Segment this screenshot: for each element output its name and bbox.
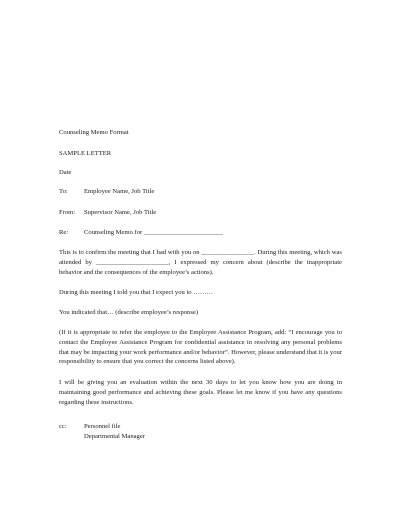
memo-paragraph: (If it is appropriate to refer the employee to the Employee Assistance Program, add: “I encourage you to contact the Employee Assistance Program for confidential assistance in resolving any personal problems that may be impacting your work performance and/or behavior”. However, please understand that it is your responsibility to ensure that you correct the concerns listed above). xyxy=(59,329,342,366)
re-value: Counseling Memo for ________________________ xyxy=(84,229,224,236)
cc-item: Departmental Manager xyxy=(84,433,145,440)
cc-item: Personnel file xyxy=(84,423,121,430)
memo-paragraph: During this meeting I told you that I expect you to ……… xyxy=(59,289,214,296)
to-label: To: xyxy=(59,188,68,195)
memo-paragraph: You indicated that… (describe employee’s response) xyxy=(59,309,199,316)
memo-paragraph: This is to confirm the meeting that I had with you on ________________. During this meeting, which was attended by ______________________, I expressed my concern about (describe the inappropriate behavior and the consequences of the employee’s actions). xyxy=(59,249,342,276)
from-label: From: xyxy=(59,209,76,216)
from-value: Supervisor Name, Job Title xyxy=(84,209,157,216)
cc-label: cc: xyxy=(59,423,67,430)
memo-paragraph: I will be giving you an evaluation within the next 30 days to let you know how you are doing in maintaining good performance and achieving these goals. Please let me know if you have any questions regarding these instructions. xyxy=(59,379,342,406)
to-value: Employee Name, Job Title xyxy=(84,188,155,195)
sample-letter-label: SAMPLE LETTER xyxy=(59,150,112,157)
memo-heading: Counseling Memo Format xyxy=(59,129,129,136)
date-line: Date xyxy=(59,169,72,176)
re-label: Re: xyxy=(59,229,69,236)
